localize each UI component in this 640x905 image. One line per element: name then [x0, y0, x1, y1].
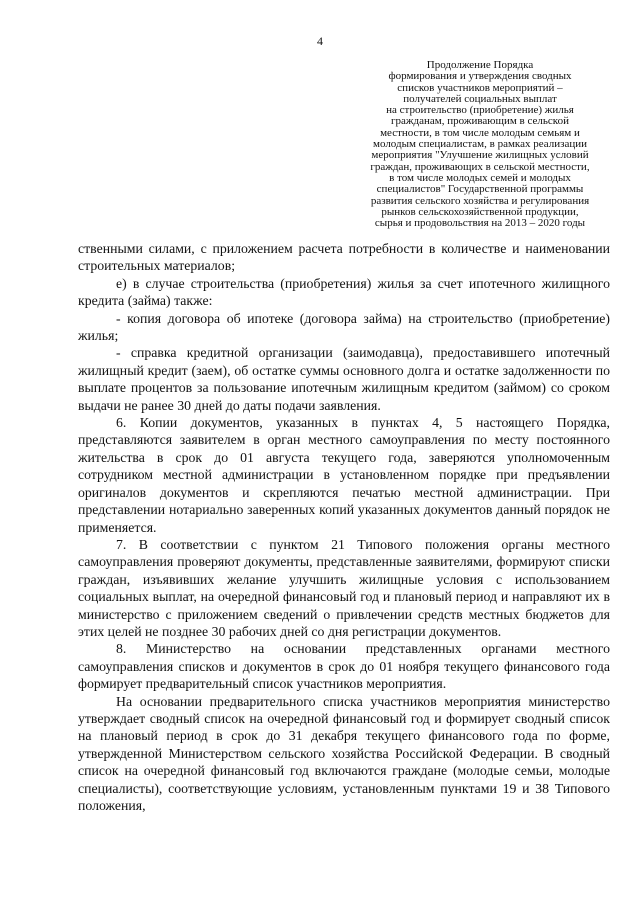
header-line: в том числе молодых семей и молодых	[389, 171, 571, 184]
header-line: формирования и утверждения сводных	[388, 70, 572, 83]
paragraph: 6. Копии документов, указанных в пунктах 4, 5 настоящего Порядка, представляются заявителем в орган местного самоуправления по месту постоянного жительства в срок до 01 августа текущего года, заверяются уполномоченным сотрудником местной администрации в установленном порядке при предъявлении оригиналов документов и скрепляются печатью местной администрации. При представлении нотариально заверенных копий указанных документов данный порядок не применяется.	[78, 415, 610, 535]
paragraph: - копия договора об ипотеке (договора займа) на строительство (приобретение) жилья;	[78, 310, 610, 344]
header-line: получателей социальных выплат	[403, 92, 557, 105]
header-line: специалистов" Государственной программы	[376, 183, 584, 196]
paragraph: На основании предварительного списка участников мероприятия министерство утверждает сводный список на очередной финансовый год и формирует сводный список на плановый период в срок до 31 декабря текущего финансового года по форме, утвержденной Министерством сельского хозяйства Российской Федерации. В сводный список на очередной финансовый год включаются граждане (молодые семьи, молодые специалисты), соответствующие условиям, установленным пунктами 19 и 38 Типового положения,	[78, 693, 610, 813]
paragraph: ственными силами, с приложением расчета потребности в количестве и наименовании строительных материалов;	[78, 241, 610, 274]
header-line: рынков сельскохозяйственной продукции,	[381, 205, 579, 218]
paragraph: - справка кредитной организации (заимодавца), предоставившего ипотечный жилищный кредит (заем), об остатке суммы основного долга и остатке задолженности по выплате процентов за пользование ипотечным жилищным кредитом (займом) со сроком выдачи не ранее 30 дней до даты подачи заявления.	[78, 345, 610, 413]
body-text	[78, 240, 610, 814]
paragraph: е) в случае строительства (приобретения) жилья за счет ипотечного жилищного кредита (займа) также:	[78, 275, 610, 309]
header-line: развития сельского хозяйства и регулирования	[370, 194, 590, 207]
header-line: молодым специалистам, в рамках реализации	[373, 138, 587, 151]
header-line: местности, в том числе молодым семьям и	[380, 126, 580, 139]
header-line: граждан, проживающих в сельской местности,	[370, 160, 590, 173]
paragraph: 8. Министерство на основании представленных органами местного самоуправления списков и документов в срок до 01 ноября текущего финансового года формирует предварительный список участников мероприятия.	[78, 641, 610, 692]
header-line: гражданам, проживающим в сельской	[391, 115, 569, 128]
header-line: на строительство (приобретение) жилья	[386, 104, 574, 117]
paragraph: 7. В соответствии с пунктом 21 Типового положения органы местного самоуправления проверяют документы, представленные заявителями, формируют списки граждан, изъявивших желание улучшить жилищные условия с использованием социальных выплат, на очередной финансовый год и плановый период и направляют их в министерство с приложением сведений о привлечении средств местных бюджетов для этих целей не позднее 30 рабочих дней со дня регистрации документов.	[78, 536, 610, 639]
document-header	[352, 60, 608, 229]
header-line: Продолжение Порядка	[426, 59, 534, 71]
header-line: мероприятия "Улучшение жилищных условий	[371, 149, 589, 162]
header-line: сырья и продовольствия на 2013 – 2020 годы	[374, 217, 586, 230]
page-number: 4	[317, 34, 323, 48]
header-line: списков участников мероприятий –	[397, 81, 563, 94]
